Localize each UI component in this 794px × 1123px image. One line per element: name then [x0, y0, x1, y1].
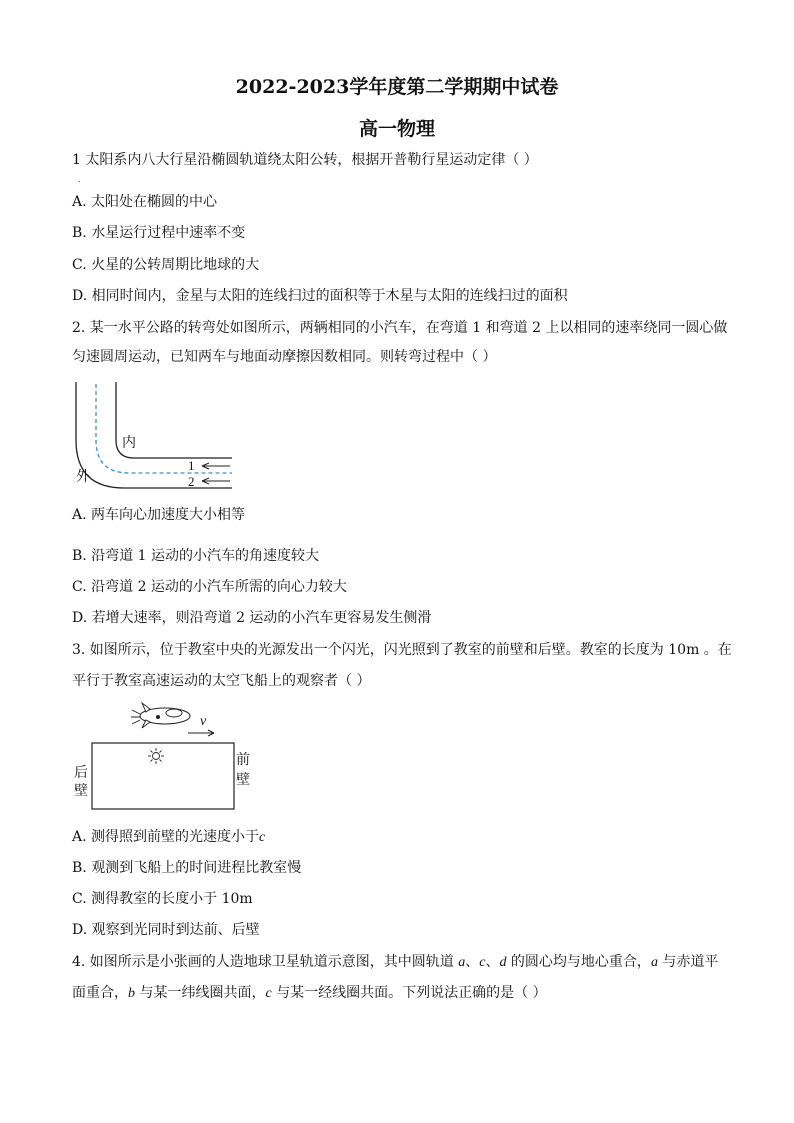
- back-wall-label-1: 后: [74, 765, 88, 781]
- q1-option-d: D. 相同时间内，金星与太阳的连线扫过的面积等于木星与太阳的连线扫过的面积: [72, 288, 568, 304]
- q1-stem: 1 太阳系内八大行星沿椭圆轨道绕太阳公转，根据开普勒行星运动定律（ ）: [72, 152, 538, 168]
- q1-option-a: A. 太阳处在椭圆的中心: [72, 194, 218, 210]
- road-turn-figure: [70, 380, 240, 492]
- exam-subtitle: 高一物理: [358, 118, 435, 140]
- q3-stem-line2: 平行于教室高速运动的太空飞船上的观察者（ ）: [72, 673, 371, 689]
- back-wall-label-2: 壁: [74, 783, 88, 799]
- q2-stem-line1: 2. 某一水平公路的转弯处如图所示，两辆相同的小汽车，在弯道 1 和弯道 2 上以相同的速率绕同一圆心做: [72, 320, 728, 336]
- exam-title: 2022-2023学年度第二学期期中试卷: [235, 76, 559, 98]
- q2-option-a: A. 两车向心加速度大小相等: [72, 507, 246, 523]
- q2-option-c: C. 沿弯道 2 运动的小汽车所需的向心力较大: [72, 579, 347, 595]
- front-wall-label-1: 前: [236, 752, 250, 768]
- q1-option-b: B. 水星运行过程中速率不变: [72, 225, 246, 241]
- q4-stem-line1: 4. 如图所示是小张画的人造地球卫星轨道示意图，其中圆轨道 a、c、d 的圆心均与地心重合，a 与赤道平: [72, 954, 719, 970]
- front-wall-label-2: 壁: [236, 772, 250, 788]
- q2-option-d: D. 若增大速率，则沿弯道 2 运动的小汽车更容易发生侧滑: [72, 610, 432, 626]
- q2-stem-line2: 匀速圆周运动，已知两车与地面动摩擦因数相同。则转弯过程中（ ）: [72, 349, 497, 365]
- q3-option-b: B. 观测到飞船上的时间进程比教室慢: [72, 860, 302, 876]
- q3-option-d: D. 观察到光同时到达前、后壁: [72, 922, 260, 938]
- q1-option-c: C. 火星的公转周期比地球的大: [72, 257, 260, 273]
- inner-label: 内: [122, 435, 136, 451]
- classroom-rect: [92, 743, 234, 809]
- q3-stem-line1: 3. 如图所示，位于教室中央的光源发出一个闪光，闪光照到了教室的前壁和后壁。教室的长度为 10m 。在: [72, 642, 732, 658]
- q2-option-b: B. 沿弯道 1 运动的小汽车的角速度较大: [72, 548, 319, 564]
- spaceship-icon: [131, 703, 190, 728]
- q3-option-a: A. 测得照到前壁的光速度小于c: [72, 829, 266, 845]
- light-source-icon: [148, 748, 164, 764]
- classroom-spaceship-figure: [70, 700, 260, 812]
- lane1-label: 1: [188, 458, 195, 473]
- velocity-label: v: [200, 714, 207, 729]
- q3-option-c: C. 测得教室的长度小于 10m: [72, 891, 253, 907]
- lane2-label: 2: [188, 474, 195, 489]
- outer-road-edge: [76, 382, 232, 488]
- outer-label: 外: [76, 469, 90, 485]
- stray-dot: .: [78, 175, 81, 185]
- q4-stem-line2: 面重合，b 与某一纬线圈共面，c 与某一经线圈共面。下列说法正确的是（ ）: [72, 985, 547, 1001]
